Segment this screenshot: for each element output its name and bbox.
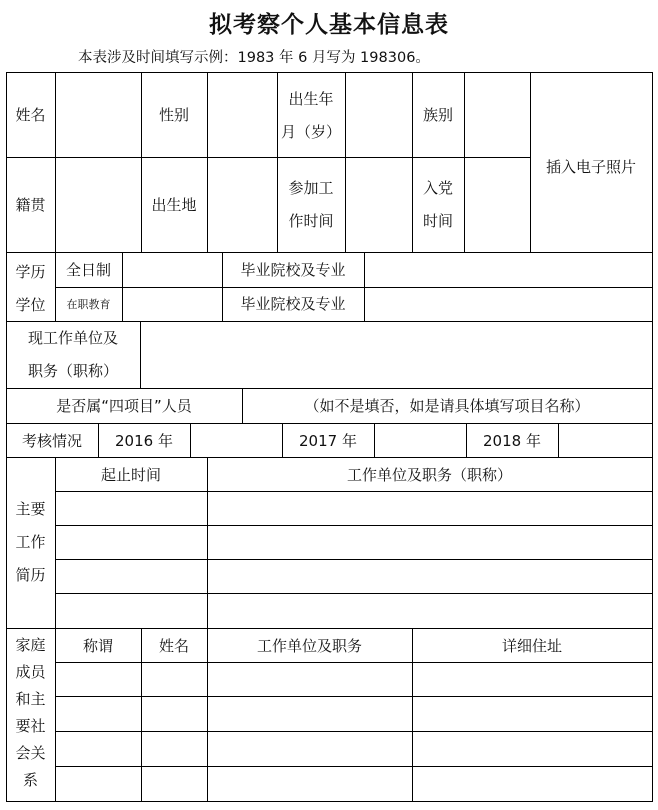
field-gender[interactable] [207, 73, 277, 158]
label-resume-line3: 简历 [15, 565, 46, 584]
field-birth[interactable] [345, 73, 412, 158]
field-birthplace[interactable] [207, 158, 277, 252]
label-birth-line1: 出生年 [288, 89, 334, 108]
grid-line-h [6, 628, 653, 629]
label-school-major-inservice: 毕业院校及专业 [240, 295, 346, 313]
label-family-line5: 会关 [15, 744, 46, 762]
label-family-line1: 家庭 [15, 636, 46, 654]
label-inservice: 在职教育 [66, 298, 111, 311]
label-address: 详细住址 [501, 637, 562, 655]
label-party-line2: 时间 [422, 212, 453, 230]
grid-line-h [6, 252, 653, 253]
label-birth-line2: 月（岁） [280, 122, 341, 141]
label-resume-line2: 工作 [15, 532, 46, 551]
field-fulltime-degree[interactable] [122, 254, 222, 287]
label-work-start-line2: 作时间 [288, 212, 334, 230]
field-current-position[interactable] [140, 322, 652, 388]
field-assessment-2017[interactable] [374, 424, 466, 458]
label-resume [6, 458, 55, 626]
field-party[interactable] [464, 158, 530, 252]
label-party [412, 158, 464, 252]
label-year-2017: 2017 年 [299, 431, 357, 450]
label-family-line2: 成员 [15, 663, 46, 681]
label-resume-line1: 主要 [15, 499, 46, 518]
label-school-major-fulltime: 毕业院校及专业 [240, 261, 346, 279]
field-work-start[interactable] [345, 158, 412, 252]
field-four-projects[interactable]: （如不是填否，如是请具体填写项目名称） [304, 397, 590, 415]
grid-line-h [6, 801, 653, 802]
label-family-line6: 系 [22, 771, 38, 789]
label-family-line3: 和主 [15, 690, 46, 708]
label-work-start-line1: 参加工 [288, 179, 334, 197]
field-native[interactable] [55, 158, 141, 252]
field-name[interactable] [55, 73, 141, 158]
label-family-name: 姓名 [158, 637, 189, 655]
label-assessment: 考核情况 [21, 431, 82, 450]
field-school-fulltime[interactable] [364, 254, 652, 287]
field-resume-periods[interactable] [55, 492, 207, 626]
label-name: 姓名 [15, 106, 46, 124]
label-year-2018: 2018 年 [483, 431, 541, 450]
label-family [6, 632, 55, 802]
label-unit-position: 工作单位及职务（职称） [346, 465, 512, 484]
label-year-2016: 2016 年 [115, 431, 173, 450]
label-birth [277, 73, 345, 158]
field-resume-units[interactable] [207, 492, 652, 626]
label-work-start [277, 158, 345, 252]
grid-line-v [652, 72, 653, 802]
label-ethnicity: 族别 [422, 106, 453, 124]
label-gender: 性别 [158, 106, 189, 124]
field-inservice-degree[interactable] [122, 288, 222, 321]
field-family-members[interactable] [55, 663, 652, 800]
label-current-position [6, 322, 140, 388]
label-period: 起止时间 [100, 465, 161, 484]
label-relation: 称谓 [82, 637, 113, 655]
label-edu: 学历 [15, 262, 46, 281]
label-birthplace: 出生地 [151, 195, 197, 214]
grid-line-h [6, 388, 653, 389]
field-assessment-2018[interactable] [558, 424, 652, 458]
label-family-line4: 要社 [15, 717, 46, 735]
field-school-inservice[interactable] [364, 288, 652, 321]
form-instruction: 本表涉及时间填写示例：1983 年 6 月写为 198306。 [78, 50, 430, 66]
field-assessment-2016[interactable] [190, 424, 282, 458]
photo-placeholder[interactable]: 插入电子照片 [545, 158, 636, 176]
label-current-line2: 职务（职称） [27, 362, 118, 380]
label-party-line1: 入党 [422, 179, 453, 197]
label-current-line1: 现工作单位及 [27, 329, 118, 347]
label-native: 籍贯 [15, 195, 46, 214]
field-ethnicity[interactable] [464, 73, 530, 158]
label-fulltime: 全日制 [65, 261, 111, 279]
label-degree: 学位 [15, 295, 46, 314]
label-four-projects: 是否属“四项目”人员 [56, 397, 192, 415]
label-family-unit: 工作单位及职务 [256, 637, 362, 655]
form-title: 拟考察个人基本信息表 [209, 12, 449, 38]
